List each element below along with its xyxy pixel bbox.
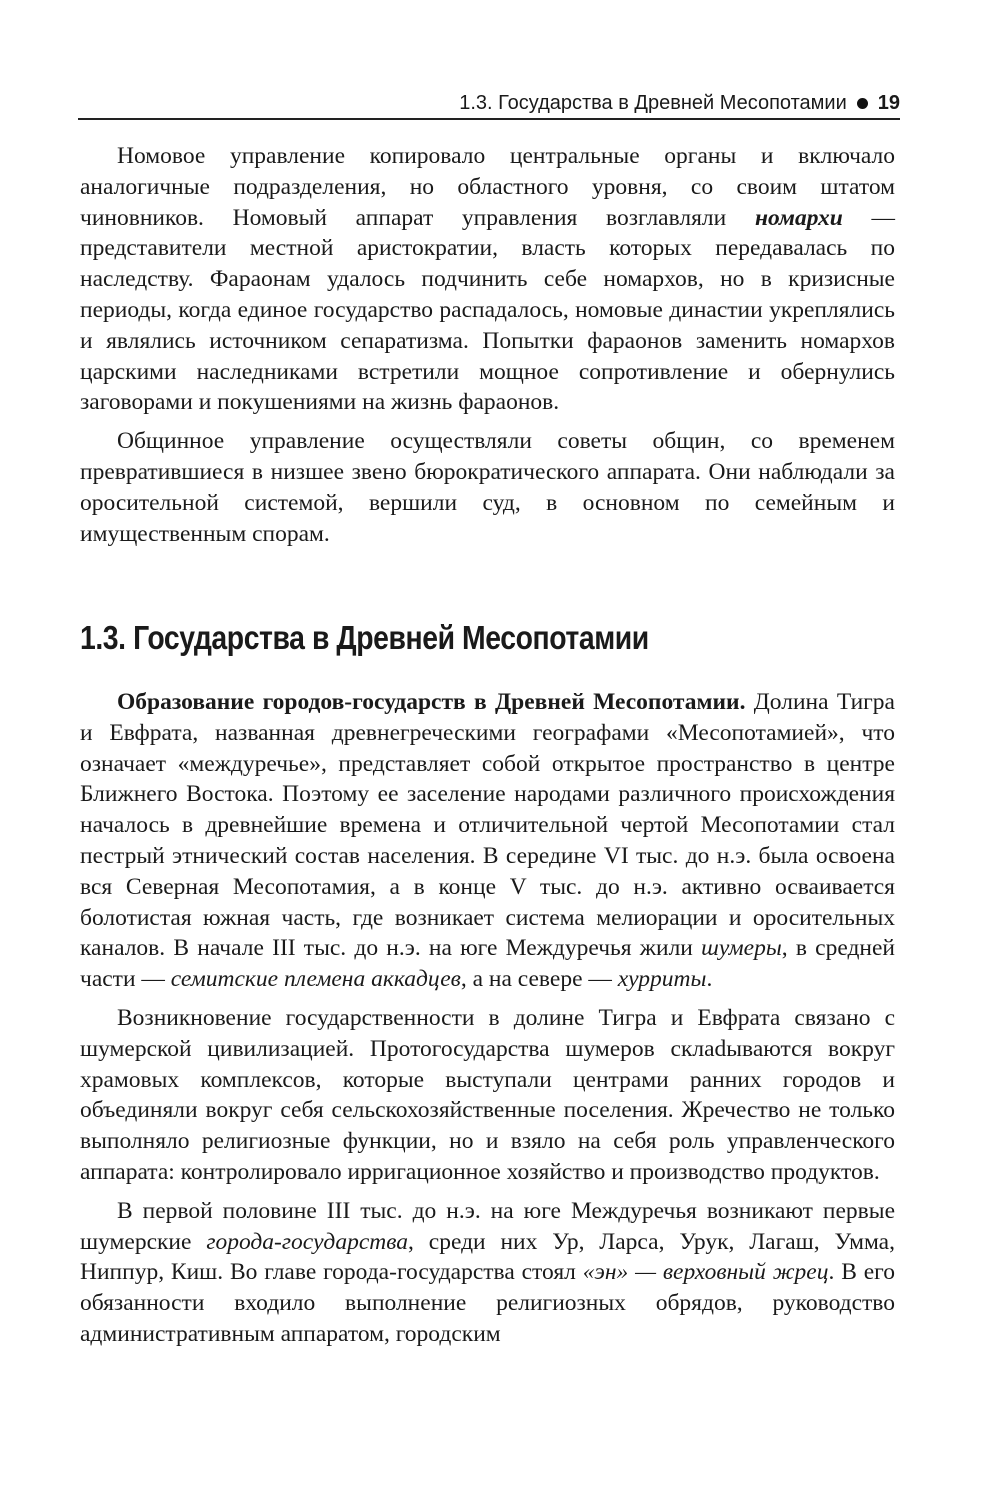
running-title: 1.3. Государства в Древней Месопотамии bbox=[459, 91, 847, 114]
bullet-icon bbox=[857, 98, 868, 109]
text-block-bottom bbox=[80, 687, 895, 1350]
term-city-states: города-государства bbox=[206, 1228, 409, 1255]
paragraph-heading: Образование городов-государств в Древней Месопотамии. bbox=[117, 689, 746, 715]
term-sumerians: шумеры bbox=[701, 935, 782, 962]
paragraph-nome-administration: Номовое управление копировало центральные органы и включало аналогичные подразделения, но областного уровня, со своим штатом чиновников. Номовый аппарат управления возглавляли номархи — представители местной аристократии, власть которых передавалась по наследству. Фараонам удалось подчинить себе номархов, но в кризисные периоды, когда единое государство распадалось, номовые династии укреплялись и являлись источником сепаратизма. Попытки фараонов заменить номархов царскими наследниками встретили мощное сопротивление и обернулись заговорами и покушениями на жизнь фараонов. bbox=[80, 143, 895, 416]
page-number: 19 bbox=[877, 91, 900, 114]
term-nomarchs: номархи bbox=[754, 204, 843, 231]
paragraph-statehood-origin: Возникновение государственности в долине Тигра и Евфрата связано с шумерской цивилизацией. Протогосударства шумеров склаdываются вокруг храмовых комплексов, которые выступали центрами ранних городов и объединяли вокруг себя сельскохозяйственные поселения. Жречество не только выполняло религиозные функции, но и взяло на себя роль управленческого аппарата: контролировало ирригационное хозяйство и производство продуктов. bbox=[80, 1004, 895, 1185]
paragraph-first-city-states: В первой половине III тыс. до н.э. на юге Междуречья возникают первые шумерские города-государства, среди них Ур, Ларса, Урук, Лагаш, Умма, Ниппур, Киш. Во главе города-государства стоял «эн» — верховный жрец. В его обязанности входило выполнение религиозных обрядов, руководство административным аппаратом, городским bbox=[80, 1197, 895, 1347]
paragraph-city-states-formation: Образование городов-государств в Древней Месопотамии. Долина Тигра и Евфрата, названная древнегреческими географами «Месопотамией», что означает «междуречье», представляет собой открытое пространство в центре Ближнего Востока. Поэтому ее заселение народами различного происхождения началось в древнейшие времена и отличительной чертой Месопотамии стал пестрый этнический состав населения. В середине VI тыс. до н.э. была освоена вся Северная Месопотамия, а в конце V тыс. до н.э. активно осваивается болотистая южная часть, где возникает система мелиорации и оросительных каналов. В начале III тыс. до н.э. на юге Междуречья жили шумеры, в средней части — семитские племена аккадцев, а на севере — хурриты. bbox=[80, 689, 895, 993]
running-header bbox=[78, 88, 900, 120]
paragraph-community-administration: Общинное управление осуществляли советы общин, со временем превратившиеся в низшее звено бюрократического аппарата. Они наблюдали за оросительной системой, вершили суд, в основном по семейным и имущественным спорам. bbox=[80, 428, 895, 547]
section-title: 1.3. Государства в Древней Месопотамии bbox=[80, 619, 649, 656]
term-en-high-priest: «эн» — верховный жрец bbox=[582, 1259, 829, 1286]
term-akkadians: семитские племена аккадцев bbox=[170, 966, 461, 993]
term-hurrians: хурриты bbox=[617, 966, 707, 993]
text-block-top bbox=[80, 141, 895, 549]
